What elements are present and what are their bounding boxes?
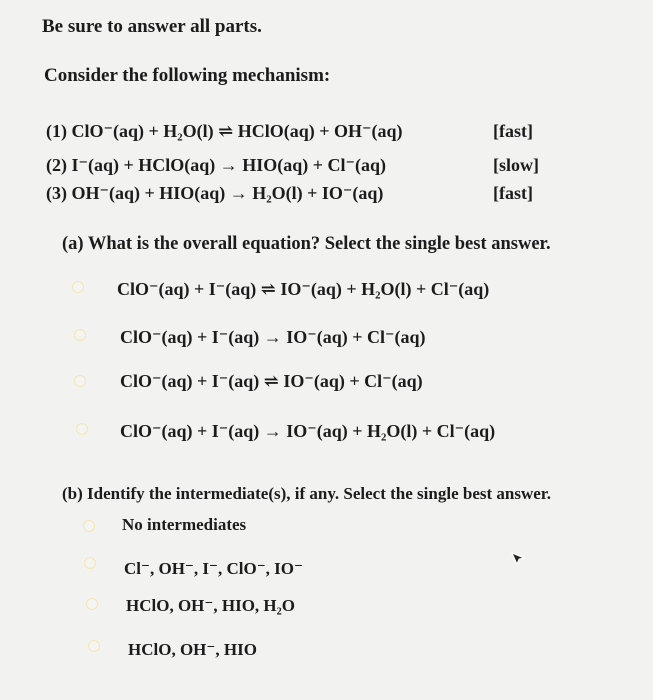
prompt-text: Consider the following mechanism: xyxy=(44,65,331,86)
part-b-option-4-radio[interactable] xyxy=(88,640,100,652)
step-number: (3) xyxy=(46,183,67,203)
part-b-question: (b) Identify the intermediate(s), if any. Select the single best answer. xyxy=(62,484,552,503)
step-equation: I⁻(aq) + HClO(aq) → HIO(aq) + Cl⁻(aq) xyxy=(71,155,387,175)
part-b-option-1-label[interactable]: No intermediates xyxy=(122,515,247,534)
step-rate-2: [slow] xyxy=(493,155,539,175)
step-number: (1) xyxy=(46,121,67,141)
part-a-option-3-radio[interactable] xyxy=(74,375,86,387)
mechanism-step-1 xyxy=(46,121,403,142)
step-rate-1: [fast] xyxy=(493,121,533,141)
part-a-option-3-label[interactable]: ClO⁻(aq) + I⁻(aq) ⇌ IO⁻(aq) + Cl⁻(aq) xyxy=(120,371,423,391)
part-b-option-3-radio[interactable] xyxy=(86,598,98,610)
part-a-option-2-radio[interactable] xyxy=(74,329,86,341)
mechanism-step-2 xyxy=(46,155,386,176)
part-b-option-4-label[interactable]: HClO, OH⁻, HIO xyxy=(128,640,257,659)
instruction-text: Be sure to answer all parts. xyxy=(42,16,262,37)
part-a-option-1-radio[interactable] xyxy=(72,281,84,293)
step-rate-3: [fast] xyxy=(493,183,533,203)
part-a-question: (a) What is the overall equation? Select the single best answer. xyxy=(62,234,551,254)
part-b-option-2-label[interactable]: Cl⁻, OH⁻, I⁻, ClO⁻, IO⁻ xyxy=(124,559,303,578)
step-equation: ClO⁻(aq) + H₂O(l) ⇌ HClO(aq) + OH⁻(aq) xyxy=(71,121,403,141)
part-b-option-3-label[interactable]: HClO, OH⁻, HIO, H₂O xyxy=(126,596,295,615)
part-a-option-1-label[interactable]: ClO⁻(aq) + I⁻(aq) ⇌ IO⁻(aq) + H₂O(l) + Cl⁻(aq) xyxy=(117,279,490,299)
part-b-option-2-radio[interactable] xyxy=(84,557,96,569)
part-a-option-4-label[interactable]: ClO⁻(aq) + I⁻(aq) → IO⁻(aq) + H₂O(l) + Cl⁻(aq) xyxy=(120,421,496,441)
part-b-option-1-radio[interactable] xyxy=(83,520,95,532)
step-equation: OH⁻(aq) + HIO(aq) → H₂O(l) + IO⁻(aq) xyxy=(71,183,384,203)
part-a-option-4-radio[interactable] xyxy=(76,423,88,435)
step-number: (2) xyxy=(46,155,67,175)
mouse-cursor-icon xyxy=(510,549,528,567)
mechanism-step-3 xyxy=(46,183,383,204)
part-a-option-2-label[interactable]: ClO⁻(aq) + I⁻(aq) → IO⁻(aq) + Cl⁻(aq) xyxy=(120,327,426,347)
